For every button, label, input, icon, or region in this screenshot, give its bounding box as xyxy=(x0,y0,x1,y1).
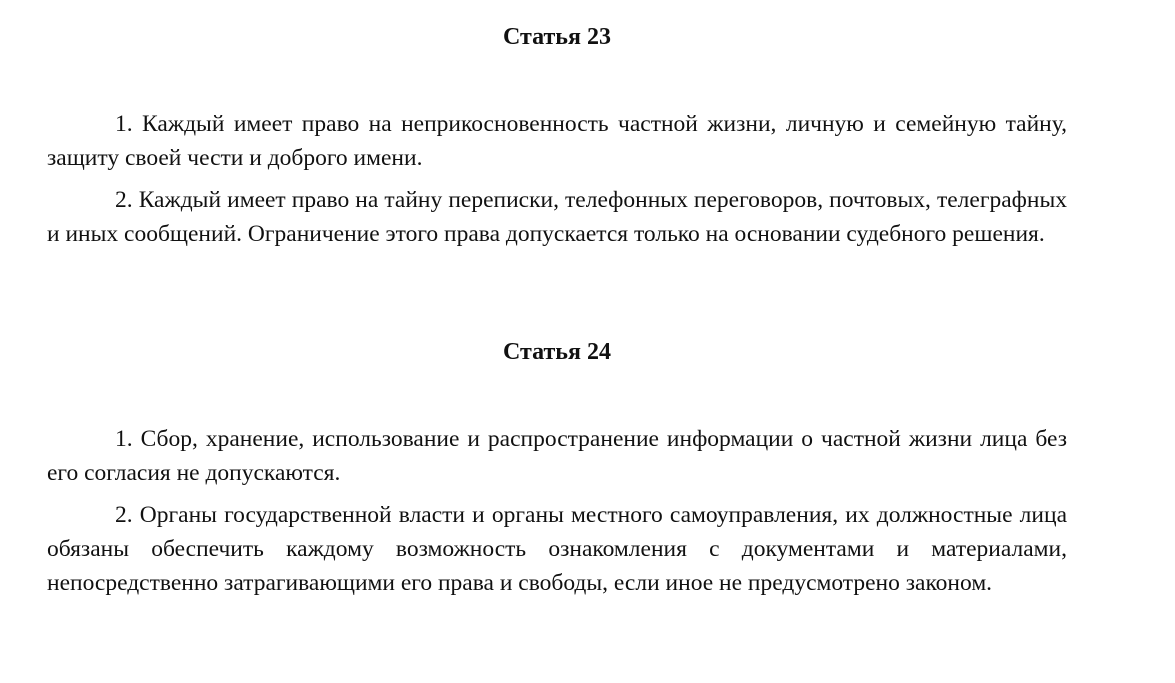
article-body xyxy=(47,422,1067,600)
article-heading: Статья 23 xyxy=(503,24,611,50)
paragraph: 2. Каждый имеет право на тайну переписки, телефонных переговоров, почтовых, телеграфных и иных сообщений. Ограничение этого права допускается только на основании судебного решения. xyxy=(47,187,1067,247)
article-heading: Статья 24 xyxy=(503,339,611,365)
paragraph: 2. Органы государственной власти и органы местного самоуправления, их должностные лица обязаны обеспечить каждому возможность ознакомления с документами и материалами, непосредственно затрагивающими его права и свободы, если иное не предусмотрено законом. xyxy=(47,502,1067,596)
article-23 xyxy=(47,20,1067,259)
article-body xyxy=(47,107,1067,251)
paragraph: 1. Сбор, хранение, использование и распространение информации о частной жизни лица без его согласия не допускаются. xyxy=(47,426,1067,486)
article-24 xyxy=(47,335,1067,608)
paragraph: 1. Каждый имеет право на неприкосновенность частной жизни, личную и семейную тайну, защиту своей чести и доброго имени. xyxy=(47,111,1067,171)
